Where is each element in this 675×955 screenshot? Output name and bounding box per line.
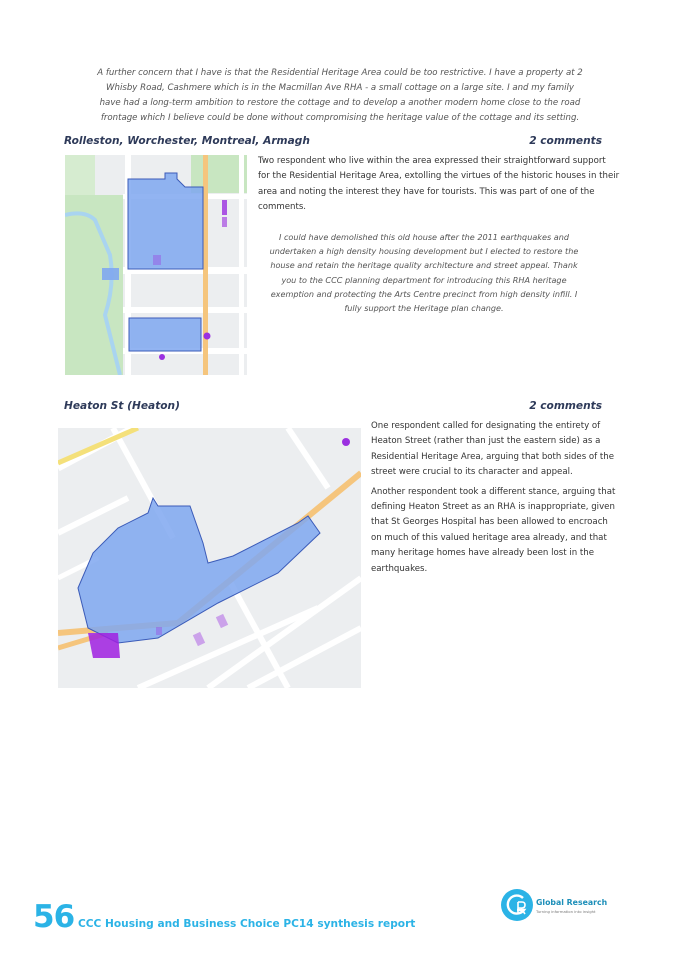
logo-icon [500, 888, 534, 922]
map-heaton [58, 428, 361, 688]
page-number: 56 [33, 899, 75, 935]
heaton-paragraph-2: Another respondent took a different stance, arguing that defining Heaton Street as an RHA is inappropriate, given that St Georges Hospital has been allowed to encroach on much of this valued heritage area already, and that many heritage homes have already been lost in the earthquakes. [371, 486, 616, 574]
report-title: CCC Housing and Business Choice PC14 synthesis report [78, 918, 416, 930]
rolleston-paragraph: Two respondent who live within the area expressed their straightforward support for the Residential Heritage Area, extolling the virtues of the historic houses in their area and noting the interest they have for tourists. This was part of one of the comments. [258, 156, 620, 213]
rolleston-quote: I could have demolished this old house after the 2011 earthquakes and undertaken a high density housing development but I elected to restore the house and retain the heritage quality architecture and street appeal. Thank you to the CCC planning department for introducing this RHA heritage exemption and protecting the Arts Centre precinct from high density infill. I fully support the Heritage plan change. [269, 232, 579, 314]
section-title-heaton: Heaton St (Heaton) [64, 400, 180, 412]
map-rolleston-graphic [65, 155, 247, 375]
logo-name: Global Research [536, 898, 608, 907]
map-rolleston [65, 155, 247, 375]
intro-quote: A further concern that I have is that the Residential Heritage Area could be too restrictive. I have a property at 2 Whisby Road, Cashmere which is in the Macmillan Ave RHA - a small cottage on a large site. I and my family have had a long-term ambition to restore the cottage and to develop a another modern home close to the road frontage which I believe could be done without compromising the heritage value of the cottage and its setting. [97, 68, 583, 123]
logo-tagline: Turning information into insight [536, 909, 596, 914]
section-count-heaton: 2 comments [529, 400, 602, 412]
map-heaton-graphic [58, 428, 361, 688]
global-research-logo [500, 888, 610, 922]
heaton-paragraphs [371, 419, 616, 581]
heaton-paragraph-1: One respondent called for designating the entirety of Heaton Street (rather than just the eastern side) as a Residential Heritage Area, arguing that both sides of the street were crucial to its character and appeal. [371, 421, 615, 478]
section-title-rolleston: Rolleston, Worchester, Montreal, Armagh [64, 135, 310, 147]
section-count-rolleston: 2 comments [529, 135, 602, 147]
